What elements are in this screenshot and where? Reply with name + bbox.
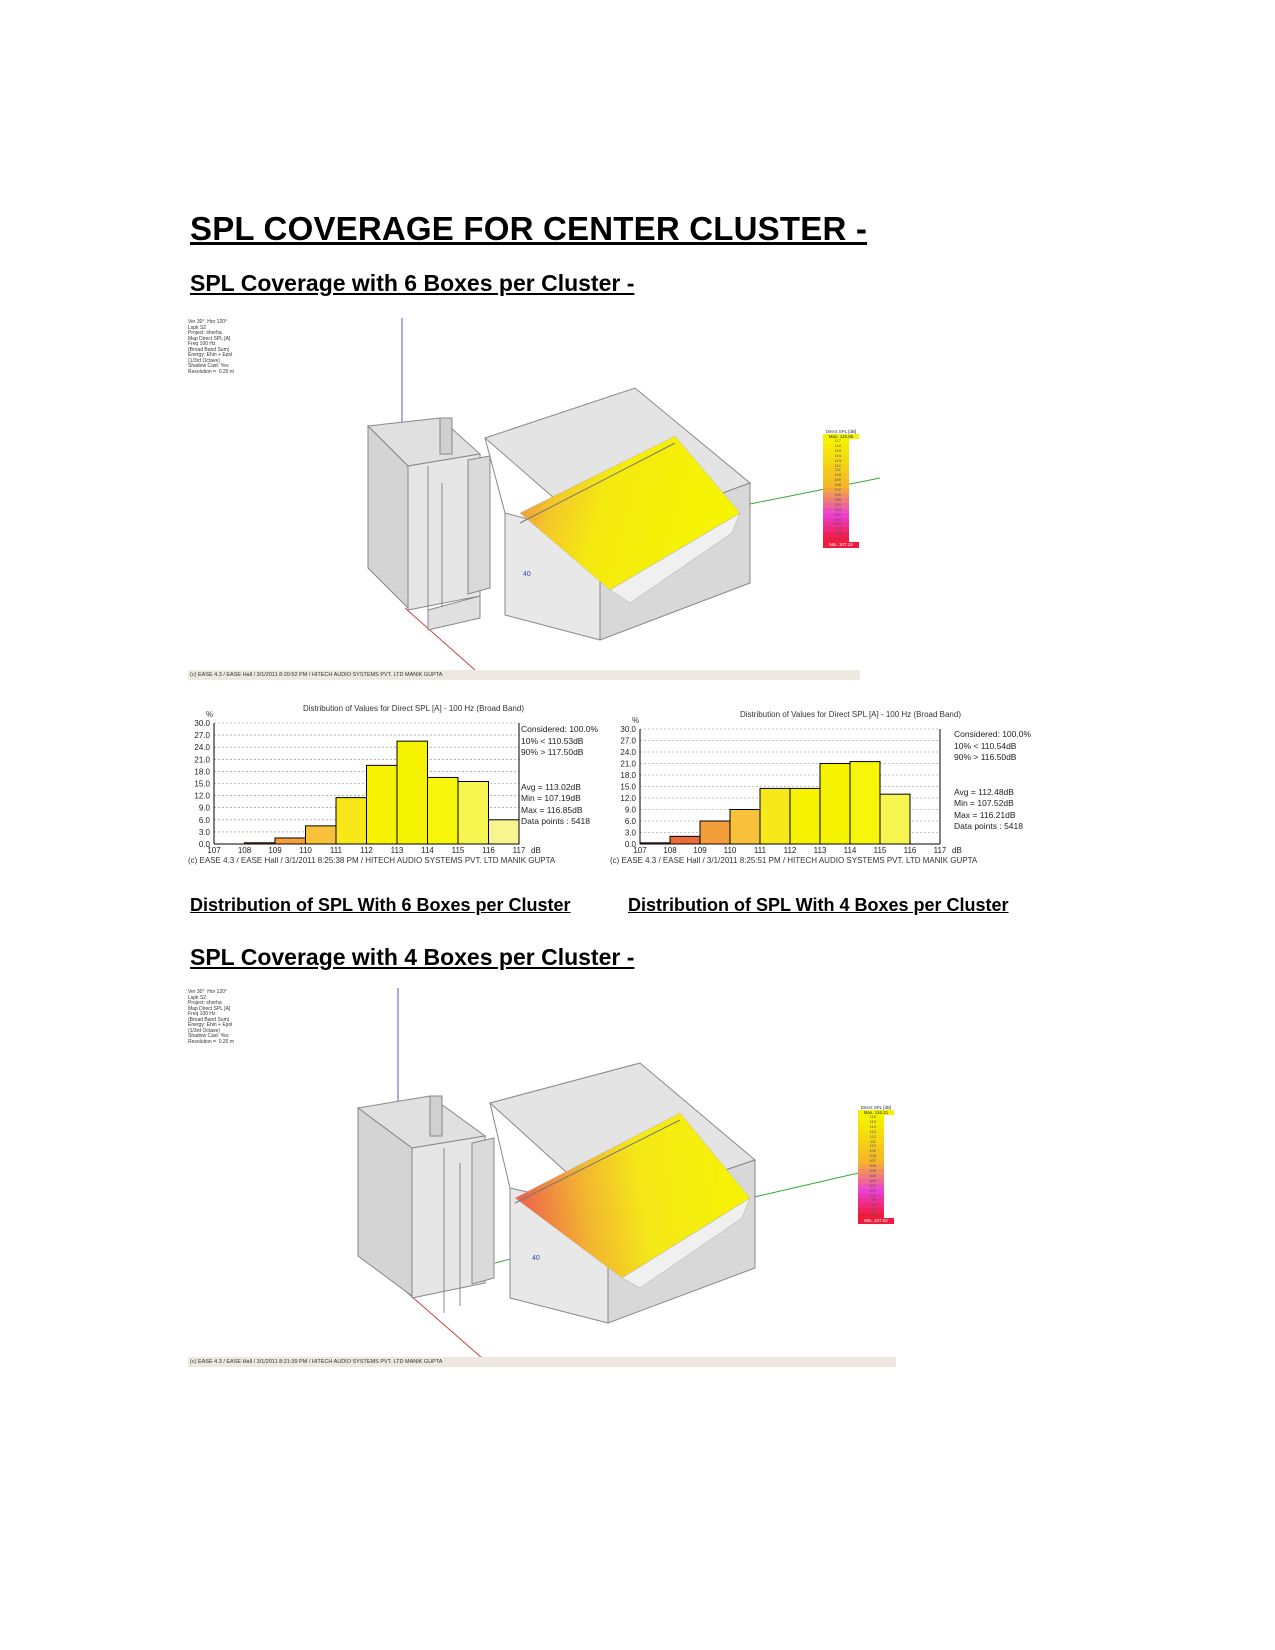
legend-tick: 103 (823, 508, 849, 513)
x-tick-label: 112 (783, 846, 797, 855)
x-tick-label: 115 (451, 846, 465, 855)
y-tick-label: 3.0 (198, 827, 210, 837)
histogram-footer: (c) EASE 4.3 / EASE Hall / 3/1/2011 8:25:51 PM / HITECH AUDIO SYSTEMS PVT. LTD MANIK GUPTA (610, 856, 978, 865)
spl-render-4-boxes (190, 988, 930, 1388)
x-tick-label: 113 (813, 846, 827, 855)
render2-footer: (c) EASE 4.3 / EASE Hall / 3/1/2011 8:21:39 PM / HITECH AUDIO SYSTEMS PVT. LTD MANIK GUPTA (188, 1357, 896, 1367)
legend-tick: 100 (858, 1194, 884, 1199)
legend-tick: 99 (858, 1198, 884, 1203)
y-tick-label: 0.0 (624, 840, 636, 849)
legend-tick: 112 (858, 1135, 884, 1140)
legend-tick: 98 (823, 532, 849, 537)
render2-info-panel: Ver 30° Hor 120° Lspk S2 Project: shorha Map Direct SPL [A] Freq 100 Hz (Broad Band Sum) Energy: Ehin + Epol (1/3rd Octave) Shadow Cast: Yes Resolution = 0.20 m (188, 989, 234, 1045)
histogram-bar (245, 843, 276, 844)
x-tick-label: 117 (933, 846, 947, 855)
histogram-bar (458, 781, 489, 844)
x-tick-label: 111 (753, 846, 767, 855)
histogram-title: Distribution of Values for Direct SPL [A] - 100 Hz (Broad Band) (303, 704, 524, 713)
legend-tick: 105 (858, 1169, 884, 1174)
legend-tick: 114 (823, 454, 849, 459)
histogram-bar (306, 826, 337, 844)
render1-footer: (c) EASE 4.3 / EASE Hall / 3/1/2011 8:20:52 PM / HITECH AUDIO SYSTEMS PVT. LTD MANIK GUPTA (188, 670, 860, 680)
x-tick-label: 108 (237, 846, 252, 855)
y-tick-label: 27.0 (620, 736, 636, 746)
x-axis-unit: dB (952, 846, 962, 855)
legend-tick: 107 (858, 1159, 884, 1164)
legend-tick: 108 (858, 1154, 884, 1159)
histogram-bar (850, 762, 880, 844)
y-tick-label: 12.0 (620, 794, 636, 803)
legend-tick: 117 (823, 439, 849, 444)
y-tick-label: 18.0 (620, 771, 636, 780)
x-tick-label: 109 (268, 846, 282, 855)
render1-color-legend (823, 429, 859, 548)
caption-6-boxes: Distribution of SPL With 6 Boxes per Cluster (190, 895, 571, 915)
x-tick-label: 115 (873, 846, 887, 855)
legend-scale (833, 439, 849, 542)
legend-tick: 116 (858, 1115, 884, 1120)
legend-tick: 101 (858, 1189, 884, 1194)
x-tick-label: 116 (482, 846, 495, 855)
legend-tick: 98 (858, 1203, 884, 1208)
y-tick-label: 18.0 (194, 767, 210, 777)
y-tick-label: 30.0 (620, 725, 636, 734)
legend-tick: 114 (858, 1125, 884, 1130)
y-tick-label: 27.0 (194, 731, 210, 741)
x-tick-label: 107 (633, 846, 647, 855)
x-tick-label: 116 (903, 846, 917, 855)
legend-title: Direct SPL [dB] (860, 1105, 892, 1110)
legend-tick: 106 (858, 1164, 884, 1169)
legend-tick: 115 (858, 1120, 884, 1125)
histogram-bar (760, 788, 790, 844)
room-3d-model (190, 988, 930, 1388)
y-tick-label: 6.0 (198, 815, 210, 825)
x-tick-label: 114 (421, 846, 434, 855)
legend-tick: 104 (858, 1174, 884, 1179)
legend-max: Max. 116.85 (823, 434, 859, 439)
legend-title: Direct SPL [dB] (825, 429, 857, 434)
legend-tick: 113 (858, 1130, 884, 1135)
x-tick-label: 111 (329, 846, 343, 855)
x-axis-unit: dB (531, 846, 541, 855)
legend-tick: 113 (823, 459, 849, 464)
y-tick-label: 6.0 (624, 817, 636, 826)
histogram-stats: Considered: 100.0% 10% < 110.53dB 90% > 117.50dB Avg = 113.02dB Min = 107.19dB Max = 116.85dB Data points : 5418 (521, 724, 599, 826)
y-tick-label: 24.0 (194, 743, 210, 753)
y-tick-label: 0.0 (198, 840, 210, 849)
legend-tick: 102 (823, 513, 849, 518)
legend-tick: 108 (823, 483, 849, 488)
legend-tick: 105 (823, 498, 849, 503)
y-tick-label: 12.0 (194, 791, 210, 801)
legend-tick: 104 (823, 503, 849, 508)
y-tick-label: 21.0 (194, 755, 210, 765)
legend-tick: 115 (823, 449, 849, 454)
histogram-bar (880, 794, 910, 844)
x-tick-label: 114 (843, 846, 857, 855)
section-heading-6-boxes: SPL Coverage with 6 Boxes per Cluster - (190, 270, 635, 296)
legend-tick: 102 (858, 1184, 884, 1189)
histogram-bar (275, 838, 306, 844)
render2-color-legend (858, 1105, 894, 1224)
y-tick-label: 3.0 (624, 828, 636, 838)
y-tick-label: 24.0 (620, 748, 636, 757)
legend-scale (868, 1115, 884, 1218)
y-tick-label: 30.0 (194, 719, 210, 728)
histogram-footer: (c) EASE 4.3 / EASE Hall / 3/1/2011 8:25:38 PM / HITECH AUDIO SYSTEMS PVT. LTD MANIK GUPTA (188, 856, 556, 865)
histogram-4-boxes (610, 702, 1038, 872)
svg-text:40: 40 (523, 571, 531, 578)
histogram-bar (700, 821, 730, 844)
room-3d-model (190, 318, 910, 710)
y-axis-unit: % (632, 716, 640, 725)
legend-tick: 103 (858, 1179, 884, 1184)
legend-tick: 97 (823, 537, 849, 542)
legend-tick: 116 (823, 444, 849, 449)
legend-tick: 110 (858, 1144, 884, 1149)
legend-tick: 112 (823, 464, 849, 469)
render1-info-panel: Ver 30° Hor 120° Lspk S2 Project: shorha Map Direct SPL [A] Freq 100 Hz (Broad Band Sum) Energy: Ehin + Epol (1/3rd Octave) Shadow Cast: Yes Resolution = 0.20 m (188, 319, 234, 375)
x-tick-label: 117 (512, 846, 526, 855)
histogram-bar (489, 820, 520, 844)
spl-render-6-boxes (190, 318, 910, 710)
histogram-bar (790, 788, 820, 844)
histogram-bar (640, 843, 670, 844)
x-tick-label: 113 (390, 846, 404, 855)
y-tick-label: 21.0 (620, 759, 636, 769)
legend-tick: 101 (823, 518, 849, 523)
histogram-bar (820, 764, 850, 845)
y-tick-label: 9.0 (624, 805, 636, 815)
legend-tick: 111 (858, 1140, 884, 1145)
legend-tick: 107 (823, 488, 849, 493)
legend-tick: 99 (823, 527, 849, 532)
caption-4-boxes: Distribution of SPL With 4 Boxes per Cluster (628, 895, 1009, 915)
legend-tick: 106 (823, 493, 849, 498)
x-tick-label: 107 (207, 846, 221, 855)
x-tick-label: 110 (723, 846, 737, 855)
legend-tick: 109 (858, 1149, 884, 1154)
histogram-6-boxes (188, 702, 598, 872)
histogram-bar (397, 741, 428, 844)
page-title: SPL COVERAGE FOR CENTER CLUSTER - (190, 210, 868, 247)
x-tick-label: 108 (663, 846, 677, 855)
legend-tick: 97 (858, 1208, 884, 1213)
section-heading-4-boxes: SPL Coverage with 4 Boxes per Cluster - (190, 944, 635, 970)
histogram-bar (367, 765, 398, 844)
legend-min: Min. 107.19 (823, 542, 859, 548)
histogram-bar (428, 777, 459, 844)
x-tick-label: 110 (299, 846, 312, 855)
histogram-bar (730, 810, 760, 845)
legend-tick: 110 (823, 473, 849, 478)
svg-text:40: 40 (532, 1255, 540, 1262)
legend-tick: 111 (823, 468, 849, 473)
y-tick-label: 15.0 (620, 782, 636, 792)
y-axis-unit: % (206, 710, 214, 719)
histogram-title: Distribution of Values for Direct SPL [A] - 100 Hz (Broad Band) (740, 710, 961, 719)
histogram-bar (670, 836, 700, 844)
legend-tick: 96 (858, 1213, 884, 1218)
y-tick-label: 9.0 (198, 803, 210, 813)
legend-max: Max. 116.21 (858, 1110, 894, 1115)
y-tick-label: 15.0 (194, 779, 210, 789)
legend-tick: 109 (823, 478, 849, 483)
histogram-stats: Considered: 100.0% 10% < 110.54dB 90% > 116.50dB Avg = 112.48dB Min = 107.52dB Max = 116.21dB Data points : 5418 (954, 729, 1032, 831)
x-tick-label: 112 (360, 846, 373, 855)
x-tick-label: 109 (693, 846, 707, 855)
legend-min: Min. 107.52 (858, 1218, 894, 1224)
legend-tick: 100 (823, 522, 849, 527)
histogram-bar (336, 798, 367, 844)
